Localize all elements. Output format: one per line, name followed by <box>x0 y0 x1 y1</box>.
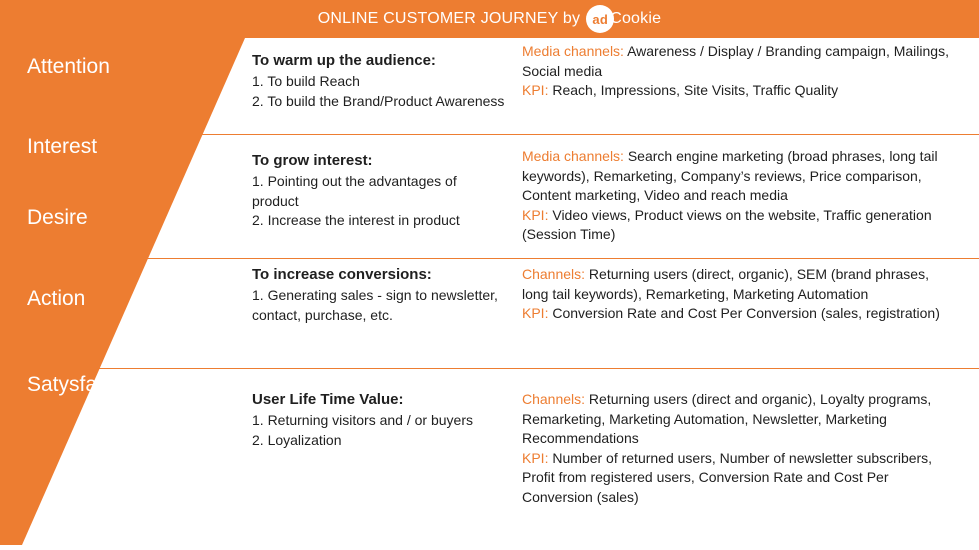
stage-action: Action <box>27 287 86 310</box>
stage-interest: Interest <box>27 135 98 158</box>
channels-label: Channels: <box>522 266 586 282</box>
kpi-text <box>522 206 952 245</box>
kpi-label: KPI: <box>522 82 549 99</box>
channels-value: Returning users (direct, organic), SEM (brand phrases, long tail keywords), Remarketing, Marketing Automation <box>522 266 929 302</box>
kpi-label: KPI: <box>522 305 549 322</box>
page-title <box>0 0 979 38</box>
row-heading: To grow interest: <box>252 152 373 169</box>
row-2-goal <box>252 151 507 231</box>
goal-item: 1. Generating sales - sign to newsletter, contact, purchase, etc. <box>252 287 498 323</box>
logo-text: Cookie <box>610 10 662 27</box>
row-divider <box>94 368 979 369</box>
kpi-text <box>522 449 952 508</box>
channels-label: Channels: <box>522 391 586 407</box>
stage-attention: Attention <box>27 55 110 78</box>
goal-item: 2. To build the Brand/Product Awareness <box>252 92 505 109</box>
kpi-text <box>522 81 952 101</box>
kpi-label: KPI: <box>522 449 549 466</box>
goal-item: 1. Pointing out the advantages of product <box>252 173 457 209</box>
channels-label: Media channels: <box>522 43 624 59</box>
goal-item: 2. Increase the interest in product <box>252 212 460 229</box>
channels-text <box>522 147 952 206</box>
title-text: ONLINE CUSTOMER JOURNEY by <box>317 10 581 27</box>
kpi-label: KPI: <box>522 206 549 223</box>
kpi-value: Conversion Rate and Cost Per Conversion (sales, registration) <box>548 305 940 322</box>
row-heading: To increase conversions: <box>252 266 432 283</box>
row-heading: User Life Time Value: <box>252 391 404 408</box>
row-1-goal <box>252 51 507 111</box>
kpi-text <box>522 304 952 324</box>
channels-value: Returning users (direct and organic), Loyalty programs, Remarketing, Marketing Automation, Newsletter, Marketing Recommendations <box>522 391 932 447</box>
goal-item: 1. Returning visitors and / or buyers <box>252 412 473 428</box>
stage-satisfaction: Satysfaction <box>27 373 142 396</box>
channels-text <box>522 390 952 449</box>
goal-item: 2. Loyalization <box>252 431 342 448</box>
row-3-goal <box>252 265 507 325</box>
row-2-channels <box>522 147 952 245</box>
channels-value: Awareness / Display / Branding campaign, Mailings, Social media <box>522 43 949 79</box>
row-3-channels <box>522 265 952 324</box>
kpi-value: Reach, Impressions, Site Visits, Traffic Quality <box>548 82 839 99</box>
channels-text <box>522 265 952 304</box>
logo-circle: ad <box>586 5 614 33</box>
stage-desire: Desire <box>27 206 88 229</box>
funnel-triangle <box>0 0 245 545</box>
kpi-value: Video views, Product views on the website, Traffic generation (Session Time) <box>522 206 932 243</box>
channels-label: Media channels: <box>522 148 624 164</box>
channels-value: Search engine marketing (broad phrases, long tail keywords), Remarketing, Company’s reviews, Price comparison, Content marketing, Video and reach media <box>522 148 938 204</box>
goal-item: 1. To build Reach <box>252 73 360 89</box>
row-heading: To warm up the audience: <box>252 52 436 69</box>
row-1-channels <box>522 42 952 101</box>
kpi-value: Number of returned users, Number of newsletter subscribers, Profit from registered users, Conversion Rate and Cost Per Conversion (sales) <box>522 449 933 505</box>
row-4-goal <box>252 390 507 450</box>
row-4-channels <box>522 390 952 508</box>
adcookie-logo <box>586 5 661 33</box>
row-divider <box>142 258 979 259</box>
channels-text <box>522 42 952 81</box>
row-divider <box>196 134 979 135</box>
